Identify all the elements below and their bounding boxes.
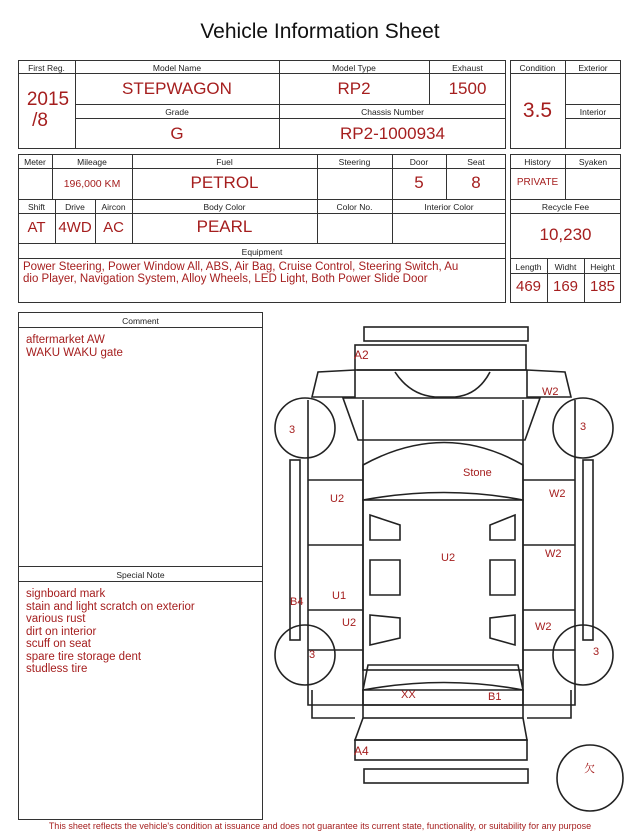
first-reg-year: 2015 xyxy=(26,89,70,110)
color-no-label: Color No. xyxy=(336,202,373,212)
mark-wheel-rear-right: 3 xyxy=(593,646,600,658)
special-note-line: studless tire xyxy=(26,663,88,675)
windshield-outline xyxy=(363,443,523,501)
length-label: Length xyxy=(515,262,542,272)
mark-left-front-door: U2 xyxy=(330,493,345,505)
recycle-fee-label: Recycle Fee xyxy=(541,202,590,212)
mark-wheel-front-right: 3 xyxy=(580,421,587,433)
steering-label: Steering xyxy=(338,157,371,167)
grade-label: Grade xyxy=(165,107,189,117)
special-note-line: scuff on seat xyxy=(26,638,91,650)
mark-front-right-fender: W2 xyxy=(542,386,559,398)
page-title: Vehicle Information Sheet xyxy=(200,20,440,43)
special-note-line: signboard mark xyxy=(26,588,106,600)
length-value: 469 xyxy=(515,278,542,295)
condition-label: Condition xyxy=(519,63,556,73)
equipment-line-1: Power Steering, Power Window All, ABS, Air Bag, Cruise Control, Steering Switch, Au xyxy=(23,261,459,273)
disclaimer-footer: This sheet reflects the vehicle's condition at issuance and does not guarantee its current state, functionality, or suitability for any purpose xyxy=(48,821,592,831)
grade-value: G xyxy=(170,124,184,143)
mark-rear-gate: B1 xyxy=(488,691,502,703)
fuel-value: PETROL xyxy=(190,173,259,192)
recycle-fee-value: 10,230 xyxy=(539,225,592,244)
first-reg-month: /8 xyxy=(32,110,48,131)
drive-value: 4WD xyxy=(58,219,92,236)
spare-tire xyxy=(557,745,623,811)
special-note-line: various rust xyxy=(26,613,86,625)
mark-rear-right-door: W2 xyxy=(545,548,562,560)
mark-roof: U2 xyxy=(441,552,456,564)
shift-value: AT xyxy=(27,219,46,236)
height-label: Height xyxy=(590,262,615,272)
history-value: PRIVATE xyxy=(516,177,559,188)
width-label: Widht xyxy=(554,262,577,272)
mark-left-rear-door: U1 xyxy=(332,590,347,602)
first-reg-label: First Reg. xyxy=(28,63,65,73)
exterior-label: Exterior xyxy=(578,63,608,73)
seat-label: Seat xyxy=(467,157,485,167)
comment-line: aftermarket AW xyxy=(26,334,105,346)
mileage-value: 196,000 KM xyxy=(63,178,121,190)
chassis-label: Chassis Number xyxy=(361,107,424,117)
mark-spare-tire: 欠 xyxy=(584,763,595,775)
model-type-label: Model Type xyxy=(332,63,376,73)
mark-rear-glass: XX xyxy=(401,689,416,701)
wheel-rear-left xyxy=(275,625,335,685)
vehicle-damage-diagram xyxy=(268,318,628,818)
body-color-value: PEARL xyxy=(196,217,253,236)
mark-rear-right-quarter: W2 xyxy=(535,621,552,633)
equipment-label: Equipment xyxy=(241,247,283,257)
model-type-value: RP2 xyxy=(337,79,371,98)
mark-left-rear-door-lower: U2 xyxy=(342,617,357,629)
drive-label: Drive xyxy=(65,202,85,212)
comment-line: WAKU WAKU gate xyxy=(26,346,123,359)
mark-left-rear-quarter: B4 xyxy=(290,596,304,608)
width-value: 169 xyxy=(552,278,579,295)
front-bumper-outline xyxy=(364,327,528,341)
mark-front-right-door: W2 xyxy=(549,488,566,500)
door-value: 5 xyxy=(414,173,424,192)
exhaust-label: Exhaust xyxy=(452,63,483,73)
comment-text xyxy=(26,334,123,359)
chassis-value: RP2-1000934 xyxy=(340,124,445,143)
roof-outline xyxy=(363,500,523,670)
special-note-text xyxy=(26,588,195,676)
model-name-label: Model Name xyxy=(152,63,202,73)
mark-wheel-rear-left: 3 xyxy=(309,649,316,661)
mark-windshield: Stone xyxy=(463,467,492,479)
meter-label: Meter xyxy=(24,157,46,167)
equipment-line-2: dio Player, Navigation System, Alloy Wheels, LED Light, Both Power Slide Door xyxy=(23,273,428,285)
mark-rear-bumper: A4 xyxy=(354,744,369,758)
interior-color-label: Interior Color xyxy=(424,202,474,212)
interior-label: Interior xyxy=(579,107,607,117)
mark-front-bumper: A2 xyxy=(354,348,369,362)
comment-label: Comment xyxy=(122,316,159,326)
history-label: History xyxy=(524,157,551,167)
fuel-label: Fuel xyxy=(216,157,233,167)
body-color-label: Body Color xyxy=(203,202,246,212)
mark-wheel-front-left: 3 xyxy=(289,424,296,436)
door-label: Door xyxy=(409,157,429,167)
rear-bumper-outline xyxy=(355,740,527,760)
condition-value: 3.5 xyxy=(522,99,553,122)
height-value: 185 xyxy=(589,278,616,295)
mileage-label: Mileage xyxy=(77,157,107,167)
exhaust-value: 1500 xyxy=(448,79,487,98)
seat-value: 8 xyxy=(471,173,481,192)
special-note-line: spare tire storage dent xyxy=(26,650,142,663)
syaken-label: Syaken xyxy=(578,157,608,167)
aircon-label: Aircon xyxy=(101,202,126,212)
special-note-line: dirt on interior xyxy=(26,625,97,638)
special-note-label: Special Note xyxy=(116,570,165,580)
special-note-line: stain and light scratch on exterior xyxy=(26,600,195,613)
shift-label: Shift xyxy=(27,202,45,212)
model-name-value: STEPWAGON xyxy=(122,79,232,98)
wheel-front-left xyxy=(275,398,335,458)
aircon-value: AC xyxy=(103,219,124,236)
